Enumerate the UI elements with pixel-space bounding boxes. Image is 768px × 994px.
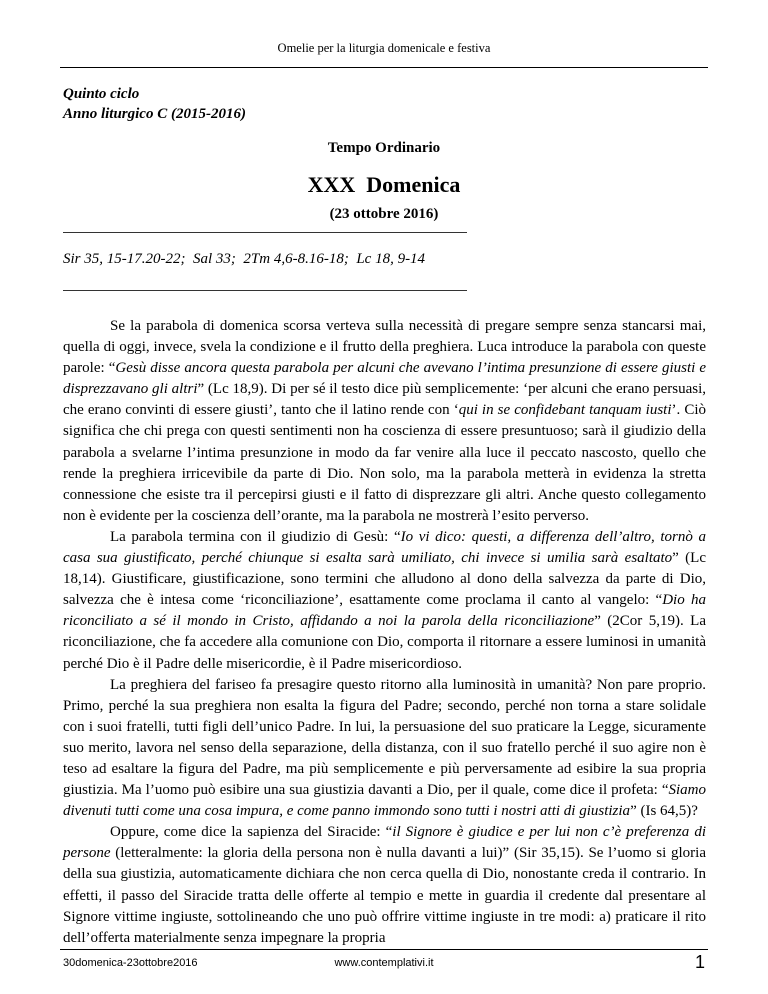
cycle-label: Quinto ciclo — [63, 86, 140, 102]
text-run: (letteralmente: la gloria della persona non è nulla davanti a lui)” (Sir 35,15). Se l’uomo si gloria della sua giustizia, automaticamente dichiara che non cerca quella di Dio, nonostante creda il contrario. In effetti, il passo del Siracide tratta delle offerte al tempio e mette in guardia il credente dal presentare al Signore vittime ingiuste, sottolineando che uno può offrire vittime ingiuste in tre modi: a) praticare il rito dell’offerta materialmente senza impegnare la propria — [63, 845, 706, 946]
liturgical-year: Anno liturgico C (2015-2016) — [63, 106, 246, 122]
cycle-block — [63, 84, 246, 124]
separator-top — [63, 232, 467, 233]
text-run: Oppure, come dice la sapienza del Siracide: “ — [110, 824, 393, 841]
paragraph — [63, 675, 706, 823]
separator-bottom — [63, 290, 467, 291]
text-run: ” (Lc 18,9). Di per sé il testo dice più semplicemente: ‘per alcuni che erano persuasi, che erano convinti di essere giusti’, tanto che il latino rende con ‘ — [63, 381, 706, 419]
paragraph — [63, 527, 706, 675]
quotation-run: il Signore è giudice e per lui non c’è preferenza di persone — [63, 824, 706, 862]
quotation-run: Gesù disse ancora questa parabola per alcuni che avevano l’intima presunzione di essere giusti e disprezzavano gli altri — [63, 360, 707, 398]
text-run: ’. Ciò significa che chi prega con questi sentimenti non ha coscienza di essere presuntuoso; sarà il giudizio della parabola a svelarne l’intima presunzione in modo da far venire alla luce il peccato nascosto, quello che rende la preghiera irricevibile da parte di Dio. Non solo, ma la parabola metterà in evidenza la stretta connessione che esiste tra il percepirsi giusti e il fatto di disprezzare gli altri. Anche questo collegamento non è evidente per la coscienza dell’orante, ma la parabola ne mostrerà l’esito perverso. — [63, 402, 706, 524]
text-run: Se la parabola di domenica scorsa verteva sulla necessità di pregare sempre senza stancarsi mai, quella di oggi, invece, svela la condizione e il frutto della preghiera. Luca introduce la parabola con queste parole: “ — [63, 318, 706, 377]
text-run: ” (Lc 18,14). Giustificare, giustificazione, sono termini che alludono al dono della salvezza da parte di Dio, salvezza che è intesa come ‘riconciliazione’, esattamente come proclama il canto al vangelo: “ — [63, 550, 706, 609]
text-run: ” (2Cor 5,19). La riconciliazione, che fa accedere alla comunione con Dio, comporta il ritornare a essere luminosi in umanità perché Dio è il Padre delle misericordie, è il Padre misericordioso. — [63, 613, 707, 672]
text-run: ” (Is 64,5)? — [630, 803, 698, 820]
paragraph — [63, 822, 706, 949]
header-rule — [60, 67, 708, 68]
footer-website: www.contemplativi.it — [334, 957, 434, 969]
footer-rule — [60, 949, 708, 950]
paragraph — [63, 316, 706, 527]
date-line: (23 ottobre 2016) — [329, 206, 439, 222]
quotation-run: Dio ha riconciliato a sé il mondo in Cristo, affidando a noi la parola della riconciliazione — [63, 592, 706, 630]
season-title: Tempo Ordinario — [327, 140, 441, 156]
readings-line: Sir 35, 15-17.20-22; Sal 33; 2Tm 4,6-8.16-18; Lc 18, 9-14 — [63, 251, 426, 267]
sunday-title: XXX Domenica — [307, 172, 461, 197]
running-header: Omelie per la liturgia domenicale e festiva — [277, 41, 491, 55]
quotation-run: qui in se confidebant tanquam iusti — [458, 402, 672, 419]
quotation-run: Io vi dico: questi, a differenza dell’altro, tornò a casa sua giustificato, perché chiunque si esalta sarà umiliato, chi invece si umilia sarà esaltato — [63, 528, 706, 567]
quotation-run: Siamo divenuti tutti come una cosa impura, e come panno immondo sono tutti i nostri atti di giustizia — [63, 782, 706, 820]
footer-filename: 30domenica-23ottobre2016 — [63, 957, 198, 969]
text-run: La preghiera del fariseo fa presagire questo ritorno alla luminosità in umanità? Non pare proprio. Primo, perché la sua preghiera non esalta la figura del Padre; secondo, perché non torna a stare solidale con i suoi fratelli, tutti figli dell’unico Padre. In lui, la persuasione del suo praticare la Legge, sicuramente suo merito, lavora nel senso della separazione, della distanza, con il suo fratello perché il suo agire non è teso ad esaltare la figura del Padre, ma più semplicemente e più perversamente ad esibire la sua propria giustizia. Ma l’uomo può esibire una sua giustizia davanti a Dio, per il quale, come dice il profeta: “ — [63, 676, 706, 799]
text-run: La parabola termina con il giudizio di Gesù: “ — [110, 528, 401, 545]
homily-body — [63, 316, 706, 949]
page-number: 1 — [694, 952, 705, 972]
